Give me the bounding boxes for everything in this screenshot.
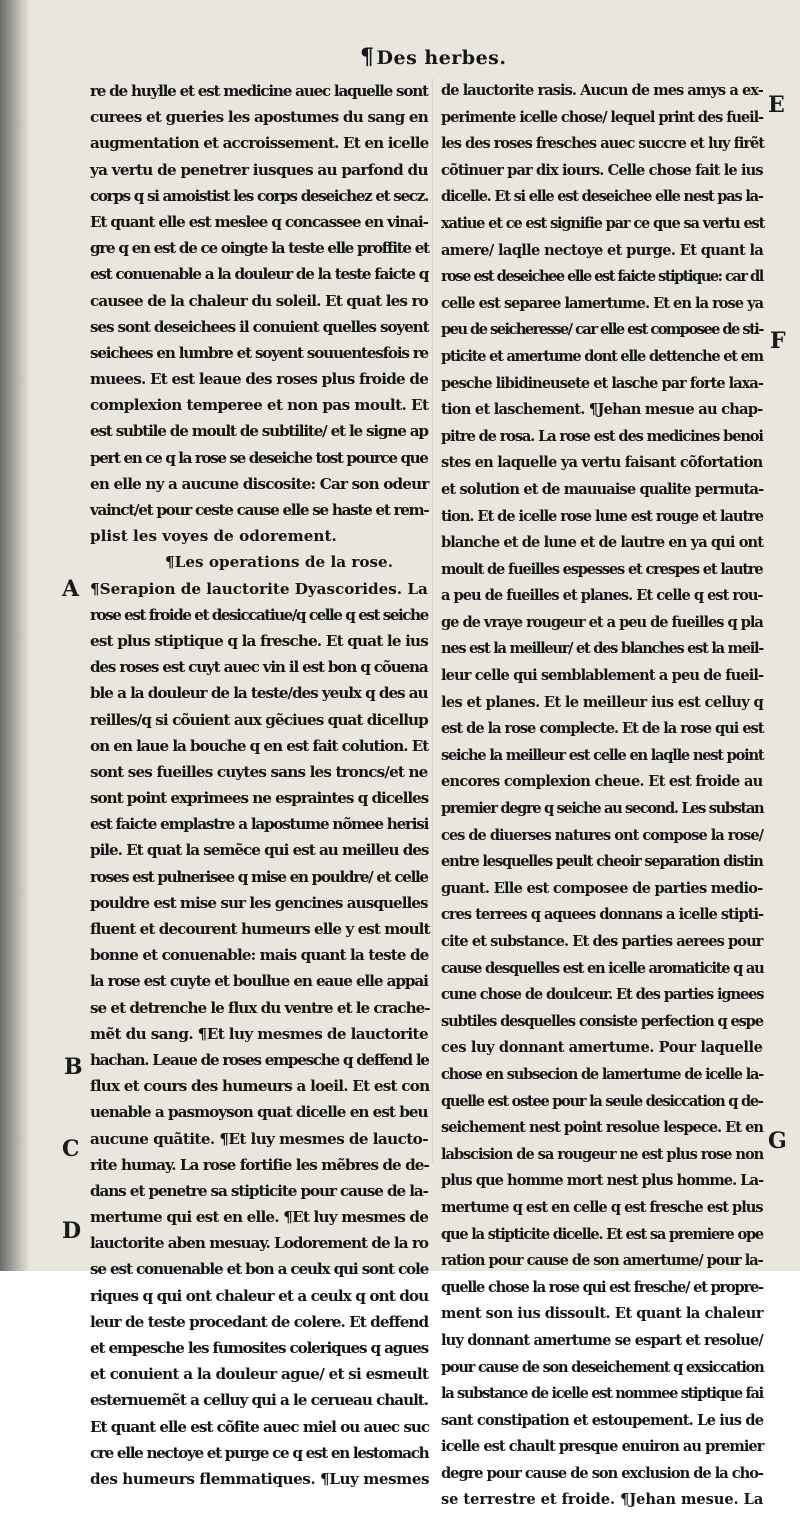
left-column-line: complexion temperee et non pas moult. Et (90, 396, 429, 415)
left-column-line: se est conuenable et bon a ceulx qui sont cole (90, 1260, 429, 1279)
left-column-line: des humeurs flemmatiques. ¶Luy mesmes (90, 1469, 430, 1488)
right-column-line: tion. Et de icelle rose lune est rouge et lautre (441, 507, 763, 525)
left-column-line: mẽt du sang. ¶Et luy mesmes de lauctorite (90, 1024, 428, 1043)
right-column-line: chose en subsecion de lamertume de icelle la- (441, 1065, 764, 1083)
left-column-line: la rose est cuyte et boullue en eaue elle appai (90, 972, 428, 991)
right-column-line: quelle chose la rose qui est fresche/ et propre- (441, 1278, 763, 1296)
left-column-line: vainct/et pour ceste cause elle se haste et rem- (90, 501, 429, 519)
column-gutter (432, 78, 433, 1163)
right-column-line: cause desquelles est en icelle aromaticite q au (441, 959, 764, 977)
left-column-line: hachan. Leaue de roses empesche q deffend le (90, 1050, 429, 1069)
left-column-line: uenable a pasmoyson quat dicelle en est beu (90, 1103, 428, 1122)
right-column-line: seiche la meilleur est celle en laqlle nest point (441, 746, 764, 764)
right-column-line: pour cause de son deseichement q exsiccation (441, 1358, 764, 1376)
right-column-line: que la stipticite dicelle. Et est sa premiere ope (441, 1225, 763, 1243)
right-column-line: plus que homme mort nest plus homme. La- (441, 1172, 764, 1190)
left-column-line: ble a la douleur de la teste/des yeulx q des au (90, 684, 428, 703)
left-column-line: bonne et conuenable: mais quant la teste de (90, 946, 429, 965)
right-column-line: celle est separee lamertume. Et en la rose ya (441, 294, 764, 312)
left-column-line: leur de teste procedant de colere. Et deffend (90, 1312, 429, 1331)
margin-letter-e: E (768, 92, 785, 118)
right-column-line: luy donnant amertume se espart et resolue/ (441, 1331, 763, 1349)
left-column-line: curees et gueries les apostumes du sang en (90, 108, 429, 127)
left-column-line: ¶Les operations de la rose. (165, 553, 393, 572)
left-text-column (90, 78, 428, 1492)
right-column-line: cune chose de doulceur. Et des parties ignees (441, 986, 764, 1004)
left-column-line: sont ses fueilles cuytes sans les troncs/et ne (90, 762, 428, 781)
left-column-line: ses sont deseichees il conuient quelles soyent (90, 317, 429, 336)
left-column-line: rite humay. La rose fortifie les mẽbres de de- (90, 1155, 429, 1174)
left-column-line: pouldre est mise sur les gencines ausquelles (90, 893, 428, 912)
right-column-line: cres terrees q aquees donnans a icelle stipti- (441, 906, 764, 924)
left-column-line: et conuient a la douleur ague/ et si esmeult (90, 1365, 429, 1384)
right-column-line: nes est la meilleur/ et des blanches est la meil- (441, 640, 764, 658)
left-column-line: re de huylle et est medicine auec laquelle sont (90, 82, 428, 100)
left-column-line: est subtile de moult de subtilite/ et le signe ap (90, 422, 428, 441)
margin-letter-d: D (62, 1218, 82, 1244)
left-column-line: pert en ce q la rose se deseiche tost pource que (90, 448, 428, 467)
left-column-line: en elle ny a aucune discosite: Car son odeur (90, 474, 429, 493)
right-column-line: peu de seicheresse/ car elle est composee de sti- (441, 321, 763, 339)
left-column-line: sont point exprimees ne espraintes q dicelles (90, 789, 429, 808)
right-column-line: xatiue et ce est signifie par ce que sa vertu est (441, 214, 765, 232)
left-column-line: riques q qui ont chaleur et a ceulx q ont dou (90, 1286, 429, 1305)
right-column-line: moult de fueilles espesses et crespes et lautre (441, 560, 763, 578)
right-column-line: ration pour cause de son amertume/ pour la- (441, 1252, 763, 1270)
left-column-line: est conuenable a la douleur de la teste faicte q (90, 265, 429, 284)
left-column-line: causee de la chaleur du soleil. Et quat les ro (90, 291, 428, 310)
left-column-line: ya vertu de penetrer iusques au parfond du (90, 160, 428, 179)
right-column-line: pticite et amertume dont elle dettenche et em (441, 347, 763, 365)
right-column-line: se terrestre et froide. ¶Jehan mesue. La (441, 1491, 764, 1509)
left-column-line: cre elle nectoye et purge ce q est en lestomach (90, 1443, 429, 1462)
right-column-line: stes en laquelle ya vertu faisant cõfortation (441, 454, 763, 472)
left-column-line: mertume qui est en elle. ¶Et luy mesmes de (90, 1208, 429, 1227)
right-column-line: quelle est ostee pour la seule desiccation q de- (441, 1092, 763, 1110)
right-column-line: rose est deseichee elle est faicte stiptique: car dl (441, 268, 763, 286)
right-column-line: blanche et de lune et de lautre en ya qui ont (441, 534, 764, 552)
right-column-line: subtiles desquelles consiste perfection q espe (441, 1012, 763, 1030)
left-column-line: se et detrenche le flux du ventre et le crache- (90, 998, 430, 1017)
left-column-line: est faicte emplastre a lapostume nõmee herisi (90, 815, 429, 834)
right-column-line: labscision de sa rougeur ne est plus rose non (441, 1145, 764, 1163)
right-column-line: cõtinuer par dix iours. Celle chose fait le ius (441, 161, 763, 179)
right-column-line: de lauctorite rasis. Aucun de mes amys a ex- (441, 82, 763, 99)
left-column-line: plist les voyes de odorement. (90, 527, 337, 546)
left-column-line: fluent et decourent humeurs elle y est moult (90, 920, 430, 938)
right-column-line: pitre de rosa. La rose est des medicines benoi (441, 427, 763, 445)
left-column-line: aucune quãtite. ¶Et luy mesmes de laucto- (90, 1129, 428, 1148)
margin-letter-c: C (62, 1136, 80, 1162)
right-column-line: est de la rose complecte. Et de la rose qui est (441, 720, 764, 738)
right-column-line: cite et substance. Et des parties aerees pour (441, 933, 763, 950)
right-column-line: amere/ laqlle nectoye et purge. Et quant la (441, 241, 764, 259)
left-column-line: muees. Et est leaue des roses plus froide de (90, 370, 429, 389)
right-column-line: ces luy donnant amertume. Pour laquelle (441, 1039, 763, 1057)
right-column-line: degre pour cause de son exclusion de la cho- (441, 1464, 763, 1482)
left-column-line: des roses est cuyt auec vin il est bon q cõuena (90, 658, 428, 677)
left-column-line: flux et cours des humeurs a loeil. Et est con (90, 1077, 430, 1096)
right-column-line: dicelle. Et si elle est deseichee elle nest pas la- (441, 188, 763, 206)
left-column-line: pile. Et quat la semẽce qui est au meilleu des (90, 841, 429, 860)
right-column-line: les et planes. Et le meilleur ius est celluy q (441, 693, 763, 711)
right-column-line: ge de vraye rougeur et a peu de fueilles q pla (441, 613, 763, 631)
left-column-line: augmentation et accroissement. Et en icelle (90, 134, 429, 153)
left-column-line: seichees en lumbre et soyent souuentesfois re (90, 343, 428, 362)
margin-letter-f: F (770, 328, 786, 354)
right-column-line: et solution et de mauuaise qualite permuta- (441, 480, 764, 498)
right-column-line: tion et laschement. ¶Jehan mesue au chap- (441, 401, 763, 419)
pilcrow-icon: ¶ (360, 44, 375, 70)
right-column-line: a peu de fueilles et planes. Et celle q est rou- (441, 587, 763, 605)
left-column-line: gre q en est de ce oingte la teste elle proffite et (90, 239, 429, 258)
margin-letter-g: G (768, 1128, 787, 1154)
left-column-line: lauctorite aben mesuay. Lodorement de la ro (90, 1234, 428, 1253)
left-column-line: ¶Serapion de lauctorite Dyascorides. La (90, 579, 428, 598)
right-column-line: ment son ius dissoult. Et quant la chaleur (441, 1305, 764, 1323)
right-column-line: icelle est chault presque enuiron au premier (441, 1438, 764, 1456)
left-column-line: corps q si amoistist les corps deseichez et secz. (90, 186, 428, 205)
left-column-line: esternuemẽt a celluy qui a le cerueau chault. (90, 1391, 429, 1410)
right-column-line: ces de diuerses natures ont compose la rose/ (441, 826, 763, 844)
running-head-text: Des herbes. (376, 47, 507, 69)
right-column-line: pesche libidineusete et lasche par forte laxa- (441, 374, 763, 392)
right-column-line: guant. Elle est composee de parties medio- (441, 879, 763, 897)
right-column-line: premier degre q seiche au second. Les substan (441, 800, 764, 818)
left-column-line: Et quant elle est cõfite auec miel ou auec suc (90, 1417, 430, 1436)
right-column-line: la substance de icelle est nommee stiptique fai (441, 1385, 763, 1403)
right-column-line: encores complexion cheue. Et est froide au (441, 773, 763, 791)
running-head (360, 44, 506, 70)
right-column-line: les des roses fresches auec succre et luy firẽt (441, 135, 765, 153)
right-column-line: entre lesquelles peult cheoir separation distin (441, 853, 763, 871)
right-column-line: sant constipation et estoupement. Le ius de (441, 1411, 764, 1429)
left-column-line: reilles/q si cõuient aux gẽciues quat dicellup (90, 710, 428, 729)
left-column-line: roses est pulnerisee q mise en pouldre/ et celle (90, 867, 428, 886)
right-column-line: mertume q est en celle q est fresche est plus (441, 1198, 763, 1216)
right-column-line: seichement nest point resolue lespece. Et en (441, 1119, 763, 1137)
margin-letter-a: A (62, 576, 80, 602)
left-column-line: est plus stiptique q la fresche. Et quat le ius (90, 631, 428, 650)
right-column-line: leur celle qui semblablement a peu de fueil- (441, 667, 764, 685)
left-column-line: dans et penetre sa stipticite pour cause de la- (90, 1181, 428, 1200)
margin-letter-b: B (64, 1054, 83, 1080)
left-column-line: Et quant elle est meslee q concassee en vinai- (90, 212, 428, 231)
left-column-line: rose est froide et desiccatiue/q celle q est seiche (90, 605, 428, 624)
right-column-line: perimente icelle chose/ lequel print des fueil- (441, 108, 764, 126)
left-column-line: on en laue la bouche q en est fait colution. Et (90, 736, 429, 755)
left-column-line: et empesche les fumosites coleriques q agues (90, 1339, 429, 1357)
right-text-column (441, 78, 763, 1514)
